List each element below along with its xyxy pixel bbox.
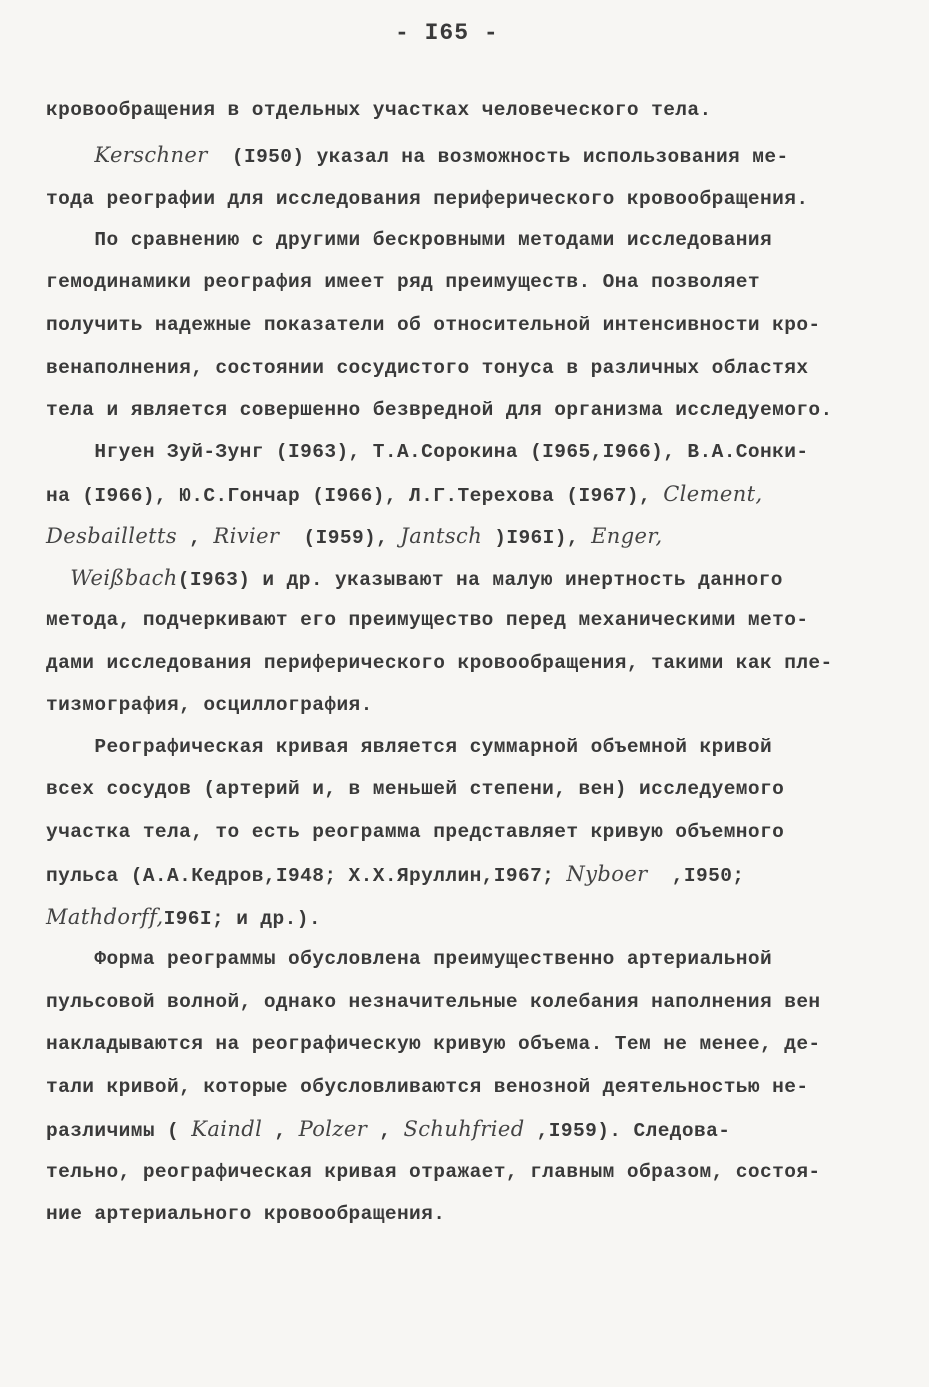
text-line: [46, 651, 833, 675]
typed-text: участка тела, то есть реограмма представляет кривую объемного: [46, 821, 785, 843]
typed-text: ,I950;: [647, 865, 745, 887]
text-line: [46, 1075, 808, 1099]
typed-text: По сравнению с другими бескровными методами исследования: [46, 229, 773, 251]
text-line: [46, 608, 808, 632]
text-line: [46, 482, 763, 508]
text-line: [46, 1032, 821, 1056]
text-line: [46, 440, 808, 464]
typed-text: [46, 146, 94, 168]
typed-text: дами исследования периферического кровообращения, такими как пле-: [46, 652, 833, 674]
handwritten-name: Schuhfried: [403, 1117, 525, 1141]
typed-text: (I950) указал на возможность использования ме-: [207, 146, 789, 168]
handwritten-name: Enger,: [591, 524, 663, 548]
typed-text: гемодинамики реография имеет ряд преимуществ. Она позволяет: [46, 271, 761, 293]
handwritten-name: Polzer: [298, 1117, 368, 1141]
typed-text: накладываются на реографическую кривую объема. Тем не менее, де-: [46, 1033, 821, 1055]
handwritten-name: Mathdorff,: [46, 905, 164, 929]
text-line: [46, 398, 833, 422]
handwritten-name: Nyboer: [566, 862, 648, 886]
text-line: [46, 820, 784, 844]
typed-text: венаполнения, состоянии сосудистого тонуса в различных областях: [46, 357, 809, 379]
typed-text: различимы (: [46, 1120, 192, 1142]
typed-text: I96I; и др.).: [163, 908, 321, 930]
typed-text: получить надежные показатели об относительной интенсивности кро-: [46, 314, 821, 336]
typed-text: тизмография, осциллография.: [46, 694, 373, 716]
text-line: [46, 777, 784, 801]
typed-text: пульса (А.А.Кедров,I948; Х.Х.Яруллин,I967;: [46, 865, 567, 887]
text-line: [46, 356, 808, 380]
text-line: [46, 947, 772, 971]
typed-text: ние артериального кровообращения.: [46, 1203, 446, 1225]
text-line: [46, 862, 744, 888]
text-line: [46, 990, 821, 1014]
text-line: [46, 143, 789, 169]
handwritten-name: Kaindl: [191, 1117, 263, 1141]
typed-text: Форма реограммы обусловлена преимущественно артериальной: [46, 948, 773, 970]
typed-text: )I96I),: [482, 527, 592, 549]
text-line: [46, 1117, 730, 1143]
typed-text: (I959),: [279, 527, 401, 549]
typed-text: на (I966), Ю.С.Гончар (I966), Л.Г.Терехова (I967),: [46, 485, 664, 507]
handwritten-name: Clement,: [663, 482, 763, 506]
typed-text: кровообращения в отдельных участках человеческого тела.: [46, 99, 712, 121]
handwritten-name: Kerschner: [94, 143, 208, 167]
typed-text: всех сосудов (артерий и, в меньшей степени, вен) исследуемого: [46, 778, 785, 800]
handwritten-name: Weißbach: [70, 566, 178, 590]
typed-text: тода реографии для исследования периферического кровообращения.: [46, 188, 809, 210]
handwritten-name: Desbailletts: [46, 524, 178, 548]
typed-text: ,I959). Следова-: [524, 1120, 731, 1142]
text-line: [46, 98, 712, 122]
typed-text: [46, 569, 70, 591]
typed-text: метода, подчеркивают его преимущество перед механическими мето-: [46, 609, 809, 631]
typed-text: ,: [262, 1120, 299, 1142]
handwritten-name: Rivier: [213, 524, 280, 548]
typed-text: тела и является совершенно безвредной для организма исследуемого.: [46, 399, 833, 421]
typed-text: тельно, реографическая кривая отражает, главным образом, состоя-: [46, 1161, 821, 1183]
typed-text: Реографическая кривая является суммарной объемной кривой: [46, 736, 773, 758]
typed-text: ,: [367, 1120, 404, 1142]
text-line: [46, 905, 321, 931]
typed-text: тали кривой, которые обусловливаются венозной деятельностью не-: [46, 1076, 809, 1098]
text-line: [46, 735, 772, 759]
text-line: [46, 693, 373, 717]
text-line: [46, 566, 783, 592]
text-line: [46, 313, 821, 337]
text-line: [46, 228, 772, 252]
text-line: [46, 1160, 821, 1184]
text-line: [46, 524, 663, 550]
typed-text: (I963) и др. указывают на малую инертность данного: [177, 569, 783, 591]
typed-text: Нгуен Зуй-Зунг (I963), Т.А.Сорокина (I965,I966), В.А.Сонки-: [46, 441, 809, 463]
typed-text: ,: [177, 527, 214, 549]
typed-text: пульсовой волной, однако незначительные колебания наполнения вен: [46, 991, 821, 1013]
text-line: [46, 270, 760, 294]
page-number: - I65 -: [395, 20, 499, 46]
text-line: [46, 187, 808, 211]
text-line: [46, 1202, 445, 1226]
handwritten-name: Jantsch: [400, 524, 483, 548]
